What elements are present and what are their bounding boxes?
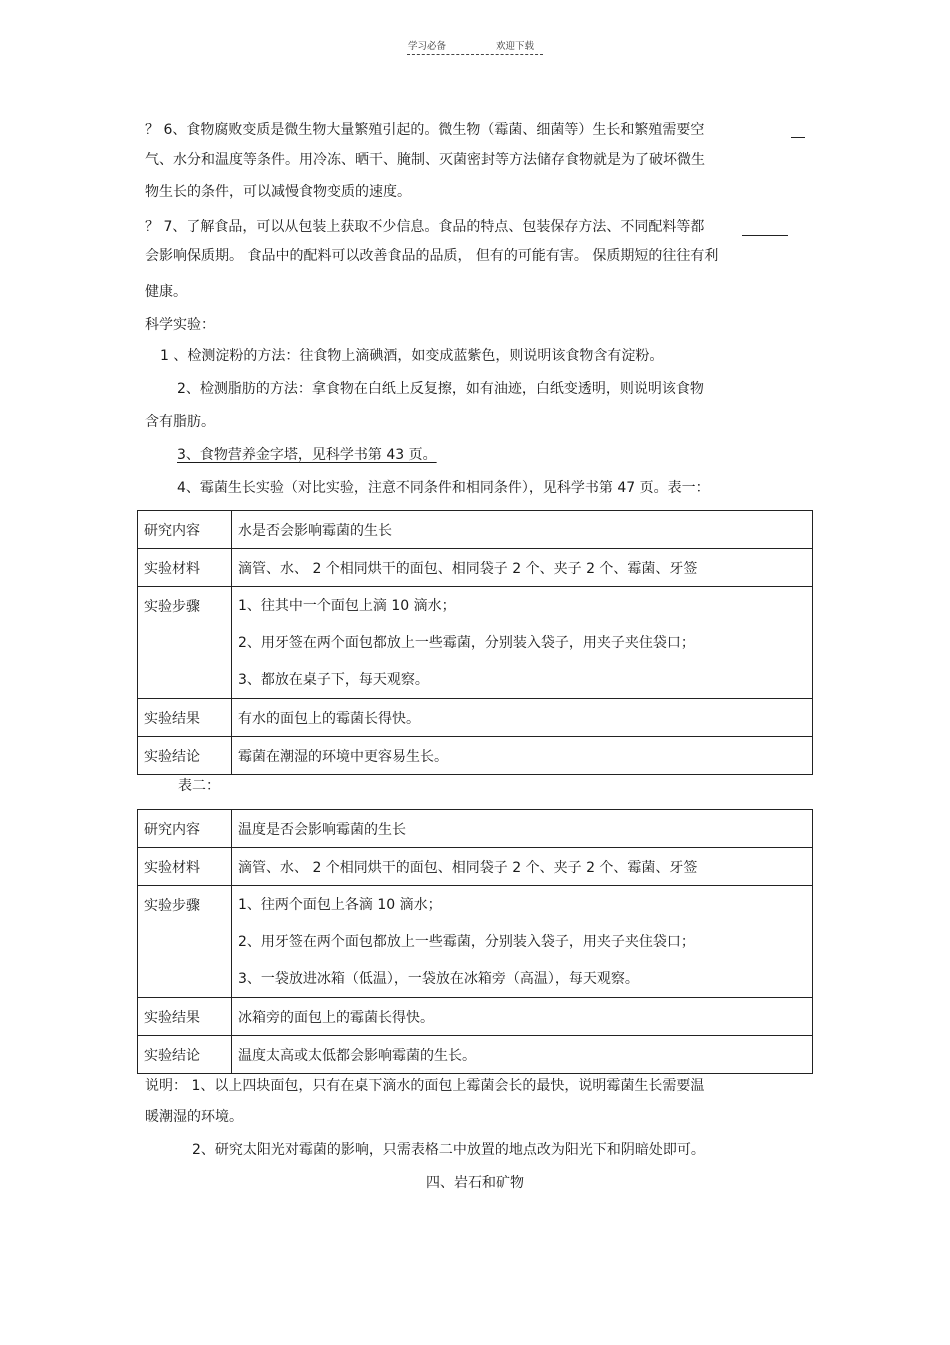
table-row [138,511,813,549]
step-item: 1、往其中一个面包上滴 10 滴水； [238,598,456,614]
step-item: 3、都放在桌子下，每天观察。 [238,672,429,688]
step-item: 2、用牙签在两个面包都放上一些霉菌，分别装入袋子，用夹子夹住袋口； [238,934,695,950]
table-value: 温度太高或太低都会影响霉菌的生长。 [232,1036,813,1074]
science-item-2-cont: 含有脂肪。 [145,414,215,430]
experiment-table-1 [137,510,813,775]
step-item: 1、往两个面包上各滴 10 滴水； [238,897,442,913]
section-title: 四、岩石和矿物 [426,1175,524,1191]
note-line-2: 暖潮湿的环境。 [145,1109,243,1125]
table-value: 滴管、水、 2 个相同烘干的面包、相同袋子 2 个、夹子 2 个、霉菌、牙签 [232,549,813,587]
table-value: 冰箱旁的面包上的霉菌长得快。 [232,998,813,1036]
header-left-text: 学习必备 [408,41,447,52]
table-key: 实验步骤 [138,587,232,699]
table-key: 研究内容 [138,511,232,549]
blank-underline [791,137,805,138]
para6-line3: 物生长的条件，可以减慢食物变质的速度。 [145,184,411,200]
table-key: 实验步骤 [138,886,232,998]
science-item-4: 4、霉菌生长实验（对比实验，注意不同条件和相同条件），见科学书第 47 页。表一： [177,480,710,496]
table-value: 水是否会影响霉菌的生长 [232,511,813,549]
table-row [138,699,813,737]
table2-label: 表二： [178,778,220,794]
table-key: 实验材料 [138,549,232,587]
header-divider [407,54,543,55]
table-value: 霉菌在潮湿的环境中更容易生长。 [232,737,813,775]
table-steps [232,886,813,998]
page-header [408,38,535,52]
step-item: 3、一袋放进冰箱（低温），一袋放在冰箱旁（高温），每天观察。 [238,971,639,987]
table-row [138,587,813,699]
blank-underline [742,235,788,236]
para7-line1: ？ 7、了解食品，可以从包装上获取不少信息。食品的特点、包装保存方法、不同配料等都 [145,219,705,235]
table-key: 实验结论 [138,1036,232,1074]
table-row [138,1036,813,1074]
science-item-2: 2、检测脂肪的方法：拿食物在白纸上反复擦，如有油迹，白纸变透明，则说明该食物 [177,381,704,397]
table-value: 温度是否会影响霉菌的生长 [232,810,813,848]
table-row [138,549,813,587]
para6-line2: 气、水分和温度等条件。用冷冻、晒干、腌制、灭菌密封等方法储存食物就是为了破坏微生 [145,152,705,168]
para7-line3: 健康。 [145,284,187,300]
science-item-1: 1 、检测淀粉的方法：往食物上滴碘酒，如变成蓝紫色，则说明该食物含有淀粉。 [160,348,664,364]
note-line-1: 说明： 1、以上四块面包，只有在桌下滴水的面包上霉菌会长的最快，说明霉菌生长需要温 [145,1078,705,1094]
table-row [138,737,813,775]
table-key: 实验材料 [138,848,232,886]
para7-line2: 会影响保质期。 食品中的配料可以改善食品的品质， 但有的可能有害。 保质期短的往往有利 [145,248,719,264]
table-value: 滴管、水、 2 个相同烘干的面包、相同袋子 2 个、夹子 2 个、霉菌、牙签 [232,848,813,886]
table-value: 有水的面包上的霉菌长得快。 [232,699,813,737]
table-row [138,848,813,886]
table-row [138,998,813,1036]
experiment-table-2 [137,809,813,1074]
note-line-3: 2、研究太阳光对霉菌的影响，只需表格二中放置的地点改为阳光下和阴暗处即可。 [192,1142,705,1158]
table-row [138,810,813,848]
table-row [138,886,813,998]
table-steps [232,587,813,699]
table-key: 实验结论 [138,737,232,775]
science-heading: 科学实验： [145,317,215,333]
table-key: 实验结果 [138,998,232,1036]
table-key: 研究内容 [138,810,232,848]
table-key: 实验结果 [138,699,232,737]
science-item-3: 3、食物营养金字塔，见科学书第 43 页。 [177,447,437,463]
step-item: 2、用牙签在两个面包都放上一些霉菌，分别装入袋子，用夹子夹住袋口； [238,635,695,651]
para6-line1: ？ 6、食物腐败变质是微生物大量繁殖引起的。微生物（霉菌、细菌等）生长和繁殖需要空 [145,122,705,138]
header-right-text: 欢迎下载 [496,41,535,52]
